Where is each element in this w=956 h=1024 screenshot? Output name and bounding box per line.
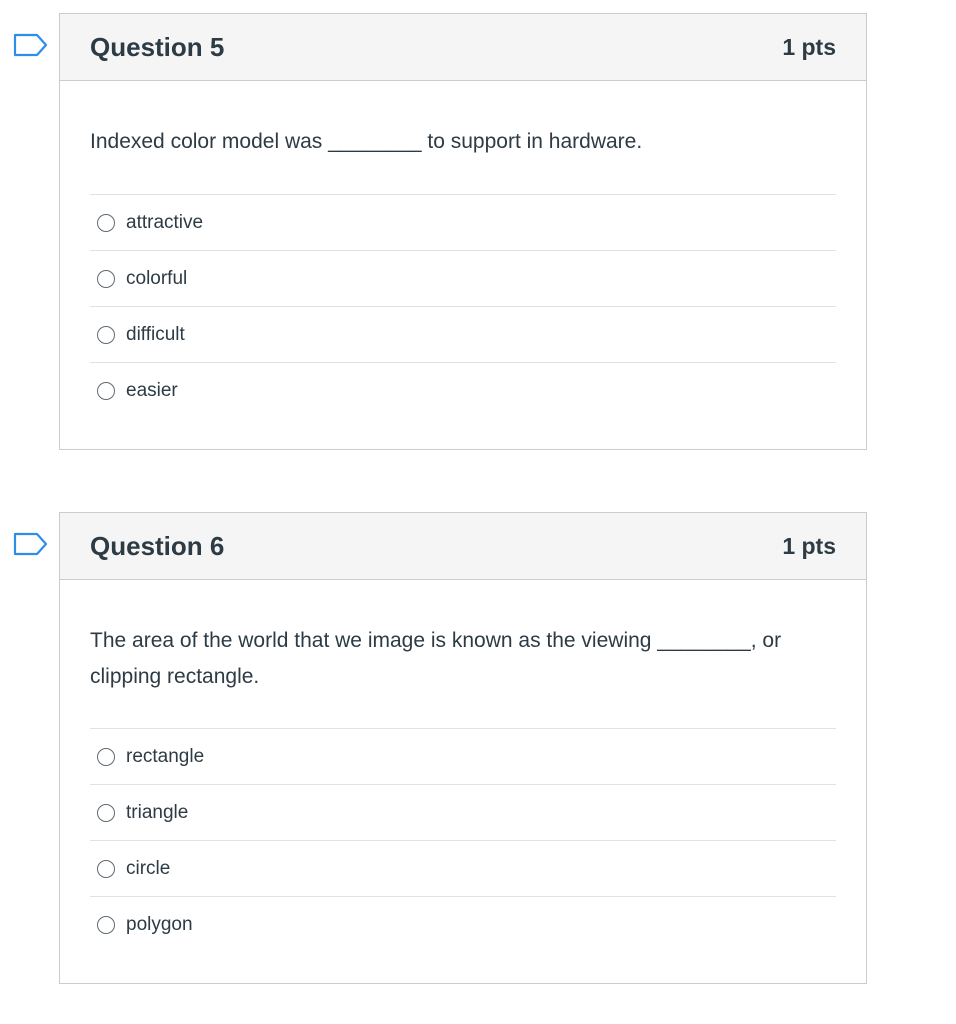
radio-button[interactable]: [97, 748, 115, 766]
answer-option[interactable]: [90, 362, 836, 418]
radio-button[interactable]: [97, 382, 115, 400]
answer-label: difficult: [126, 323, 185, 345]
answer-option[interactable]: [90, 250, 836, 306]
answer-list: [90, 194, 836, 418]
question-card: [59, 512, 867, 984]
question-body: [60, 81, 866, 418]
answer-label: polygon: [126, 913, 193, 935]
radio-button[interactable]: [97, 326, 115, 344]
answer-option[interactable]: [90, 840, 836, 896]
answer-label: easier: [126, 379, 178, 401]
question-header: [60, 14, 866, 81]
question-body: [60, 580, 866, 952]
question-title: Question 5: [90, 31, 225, 62]
radio-button[interactable]: [97, 804, 115, 822]
radio-button[interactable]: [97, 214, 115, 232]
answer-option[interactable]: [90, 728, 836, 784]
answer-label: colorful: [126, 267, 188, 289]
answer-label: triangle: [126, 801, 189, 823]
radio-button[interactable]: [97, 916, 115, 934]
answer-option[interactable]: [90, 896, 836, 952]
question-text: The area of the world that we image is known as the viewing ________, or clipping rectangle.: [90, 629, 782, 688]
question-text: Indexed color model was ________ to support in hardware.: [90, 130, 643, 153]
answer-list: [90, 728, 836, 952]
question-title: Question 6: [90, 530, 225, 561]
question-card: [59, 13, 867, 450]
radio-button[interactable]: [97, 270, 115, 288]
question-header: [60, 513, 866, 580]
answer-label: rectangle: [126, 745, 205, 767]
answer-option[interactable]: [90, 306, 836, 362]
question-points: 1 pts: [782, 33, 836, 60]
question-points: 1 pts: [782, 532, 836, 559]
answer-option[interactable]: [90, 194, 836, 250]
flag-question-icon[interactable]: [13, 532, 49, 556]
answer-label: attractive: [126, 211, 204, 233]
flag-question-icon[interactable]: [13, 33, 49, 57]
answer-option[interactable]: [90, 784, 836, 840]
radio-button[interactable]: [97, 860, 115, 878]
answer-label: circle: [126, 857, 171, 879]
